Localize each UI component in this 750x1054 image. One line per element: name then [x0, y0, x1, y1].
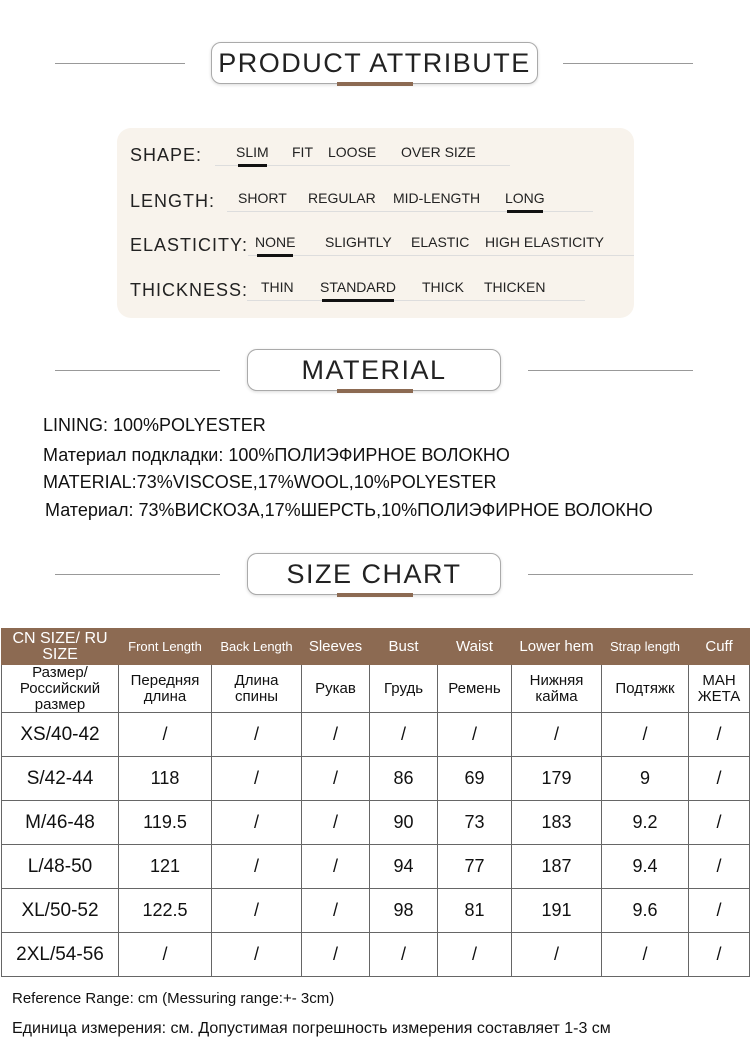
attribute-panel	[117, 128, 634, 318]
table-cell: L/48-50	[2, 845, 119, 889]
attribute-option: SLIM	[236, 144, 269, 160]
lining-en: LINING: 100%POLYESTER	[43, 415, 266, 435]
attribute-label: ELASTICITY:	[130, 235, 249, 255]
table-cell: 77	[438, 845, 512, 889]
table-cell: 119.5	[119, 801, 212, 845]
table-cell: /	[689, 933, 750, 977]
table-cell: Back Length	[212, 629, 302, 665]
table-cell: Длина спины	[212, 665, 302, 713]
table-cell: /	[212, 713, 302, 757]
table-cell: 9.2	[602, 801, 689, 845]
table-cell: 90	[370, 801, 438, 845]
table-cell: S/42-44	[2, 757, 119, 801]
table-cell: /	[119, 933, 212, 977]
title-accent	[337, 389, 413, 393]
table-cell: /	[689, 801, 750, 845]
table-cell: Strap length	[602, 629, 689, 665]
table-cell: 179	[512, 757, 602, 801]
attribute-option: OVER SIZE	[401, 144, 476, 160]
size-chart-table	[1, 628, 750, 977]
table-row	[2, 889, 750, 933]
section-title-product-attribute: PRODUCT ATTRIBUTE	[211, 42, 538, 84]
table-cell: /	[212, 845, 302, 889]
table-cell: /	[602, 933, 689, 977]
table-cell: Подтяжк	[602, 665, 689, 713]
table-cell: /	[302, 757, 370, 801]
attribute-option: ELASTIC	[411, 234, 470, 250]
table-cell: /	[689, 713, 750, 757]
attribute-option: SHORT	[238, 190, 287, 206]
table-cell: /	[302, 889, 370, 933]
table-cell: /	[212, 889, 302, 933]
table-cell: Нижняя кайма	[512, 665, 602, 713]
table-cell: /	[438, 933, 512, 977]
table-row	[2, 933, 750, 977]
table-cell: Lower hem	[512, 629, 602, 665]
table-cell: M/46-48	[2, 801, 119, 845]
table-cell: /	[212, 801, 302, 845]
table-cell: Грудь	[370, 665, 438, 713]
table-cell: /	[119, 713, 212, 757]
attribute-option: HIGH ELASTICITY	[485, 234, 605, 250]
table-cell: 183	[512, 801, 602, 845]
attribute-option: THICKEN	[484, 279, 546, 295]
attribute-option: STANDARD	[320, 279, 396, 295]
attribute-option: MID-LENGTH	[393, 190, 481, 206]
attribute-row	[130, 273, 630, 303]
table-cell: /	[689, 757, 750, 801]
table-cell: /	[302, 713, 370, 757]
table-cell: /	[212, 757, 302, 801]
table-cell: XS/40-42	[2, 713, 119, 757]
table-cell: 86	[370, 757, 438, 801]
table-cell: 81	[438, 889, 512, 933]
table-cell: Front Length	[119, 629, 212, 665]
table-cell: Размер/ Российский размер	[2, 665, 119, 713]
table-cell: 9.6	[602, 889, 689, 933]
attribute-label: LENGTH:	[130, 191, 216, 211]
attribute-line	[247, 300, 585, 301]
table-cell: Waist	[438, 629, 512, 665]
table-cell: 2XL/54-56	[2, 933, 119, 977]
attribute-label: THICKNESS:	[130, 280, 249, 300]
table-cell: /	[438, 713, 512, 757]
attribute-option: THICK	[422, 279, 464, 295]
attribute-row	[130, 228, 630, 258]
table-cell: Ремень	[438, 665, 512, 713]
attribute-option: LOOSE	[328, 144, 377, 160]
table-cell: 9.4	[602, 845, 689, 889]
table-cell: /	[302, 801, 370, 845]
table-cell: /	[370, 933, 438, 977]
table-cell: CN SIZE/ RU SIZE	[2, 629, 119, 665]
section-title-material: MATERIAL	[247, 349, 501, 391]
header-row-en	[2, 629, 750, 665]
table-cell: Рукав	[302, 665, 370, 713]
table-cell: 69	[438, 757, 512, 801]
attribute-option: LONG	[505, 190, 545, 206]
table-cell: /	[302, 933, 370, 977]
lining-ru: Материал подкладки: 100%ПОЛИЭФИРНОЕ ВОЛОКНО	[43, 445, 510, 465]
table-cell: 122.5	[119, 889, 212, 933]
table-cell: МАН ЖЕТА	[689, 665, 750, 713]
material-en: MATERIAL:73%VISCOSE,17%WOOL,10%POLYESTER	[43, 472, 497, 492]
divider	[528, 574, 693, 575]
table-cell: 94	[370, 845, 438, 889]
table-cell: Bust	[370, 629, 438, 665]
divider	[55, 370, 220, 371]
attribute-option: NONE	[255, 234, 296, 250]
table-cell: 98	[370, 889, 438, 933]
title-accent	[337, 82, 413, 86]
title-accent	[337, 593, 413, 597]
table-row	[2, 713, 750, 757]
table-cell: Cuff	[689, 629, 750, 665]
table-cell: 73	[438, 801, 512, 845]
table-cell: /	[689, 889, 750, 933]
table-row	[2, 801, 750, 845]
table-cell: Передняя длина	[119, 665, 212, 713]
attribute-option: THIN	[261, 279, 294, 295]
table-cell: 191	[512, 889, 602, 933]
reference-range-ru: Единица измерения: см. Допустимая погрешность измерения составляет 1-3 см	[12, 1020, 611, 1037]
section-title-size-chart: SIZE CHART	[247, 553, 501, 595]
table-cell: /	[512, 933, 602, 977]
table-cell: 9	[602, 757, 689, 801]
table-cell: /	[602, 713, 689, 757]
attribute-option: REGULAR	[308, 190, 376, 206]
material-ru: Материал: 73%ВИСКОЗА,17%ШЕРСТЬ,10%ПОЛИЭФИРНОЕ ВОЛОКНО	[45, 500, 653, 520]
table-cell: /	[302, 845, 370, 889]
table-cell: 118	[119, 757, 212, 801]
attribute-label: SHAPE:	[130, 145, 203, 165]
table-cell: /	[212, 933, 302, 977]
table-cell: /	[370, 713, 438, 757]
attribute-option: FIT	[292, 144, 313, 160]
table-row	[2, 845, 750, 889]
divider	[528, 370, 693, 371]
attribute-row	[130, 184, 630, 214]
table-cell: /	[512, 713, 602, 757]
table-cell: XL/50-52	[2, 889, 119, 933]
table-row	[2, 757, 750, 801]
divider	[55, 574, 220, 575]
reference-range-en: Reference Range: cm (Messuring range:+- 3cm)	[12, 990, 335, 1007]
divider	[563, 63, 693, 64]
attribute-line	[248, 255, 634, 256]
divider	[55, 63, 185, 64]
table-cell: Sleeves	[302, 629, 370, 665]
attribute-option: SLIGHTLY	[325, 234, 392, 250]
table-cell: 121	[119, 845, 212, 889]
header-row-ru	[2, 665, 750, 713]
table-cell: /	[689, 845, 750, 889]
attribute-row	[130, 138, 630, 168]
table-cell: 187	[512, 845, 602, 889]
